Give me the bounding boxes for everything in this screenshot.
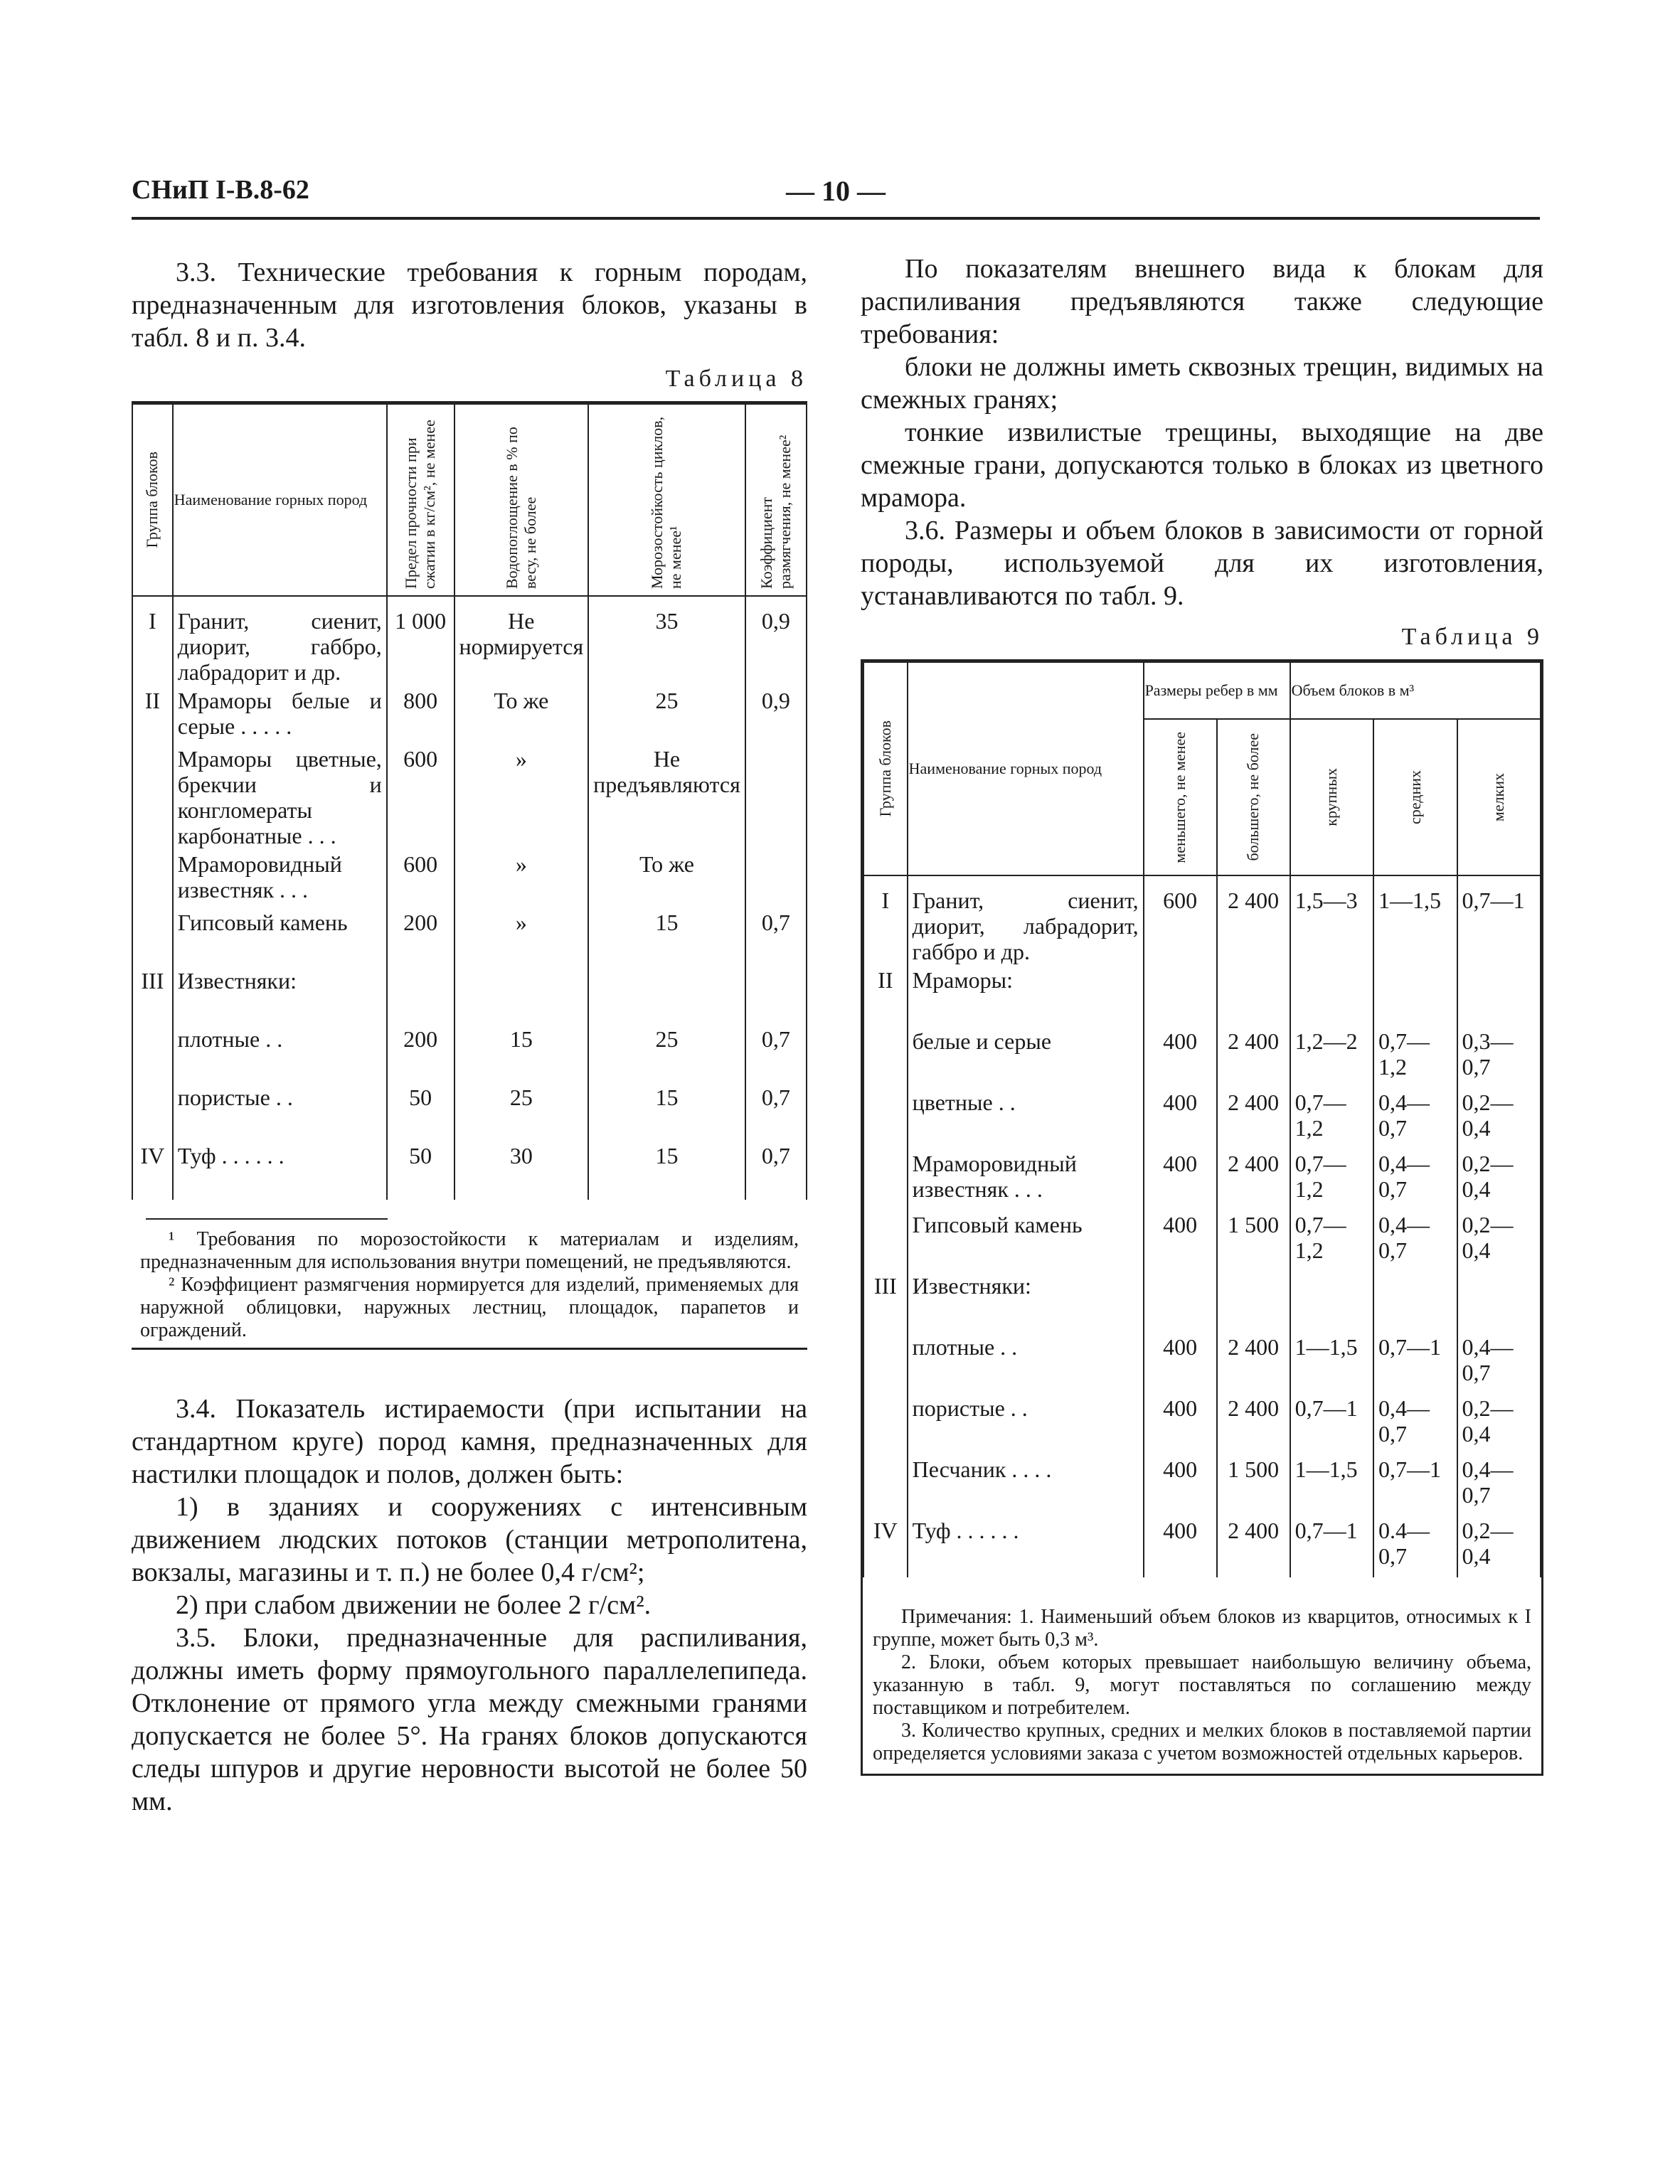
t9-header-min: меньшего, не менее <box>1171 731 1189 863</box>
table-cell: 30 <box>454 1141 589 1200</box>
t9-header-medium: средних <box>1405 770 1424 824</box>
table-row <box>132 596 807 686</box>
table-cell: 1 500 <box>1217 1455 1290 1516</box>
table-row <box>863 1210 1541 1272</box>
table-cell: пористые . . <box>908 1394 1144 1455</box>
table-cell <box>1290 966 1373 1027</box>
t8-header-water: Водопоглощение в % по весу, не более <box>502 427 539 589</box>
table-cell: 15 <box>588 1141 745 1200</box>
table-cell <box>1373 966 1457 1027</box>
table-cell <box>745 966 807 1025</box>
table-cell: Мраморовидный известняк . . . <box>908 1149 1144 1210</box>
table-9-frame <box>861 659 1543 1776</box>
t9-note-1: Примечания: 1. Наименьший объем блоков из кварцитов, относимых к I группе, может быть 0,3 м³. <box>873 1606 1531 1651</box>
table-cell: » <box>454 850 589 908</box>
table-cell: цветные . . <box>908 1088 1144 1149</box>
table-cell: 0,2—0,4 <box>1457 1394 1541 1455</box>
table-cell: Мраморы цветные, брекчии и конгломераты карбонатные . . . <box>173 745 387 850</box>
table-cell: 400 <box>1144 1333 1217 1394</box>
table-row <box>132 1083 807 1141</box>
table-row <box>132 686 807 745</box>
t8-header-softening: Коэффициент размягчения, не менее² <box>757 435 794 589</box>
paragraph-cracks-2: тонкие извилистые трещины, выходящие на две смежные грани, допускаются только в блоках из цветного мрамора. <box>861 417 1543 513</box>
t9-header-max: большего, не более <box>1244 733 1262 861</box>
t9-header-volume: Объем блоков в м³ <box>1290 662 1541 719</box>
table-cell: 2 400 <box>1217 1516 1290 1577</box>
table-8-footnotes <box>132 1228 807 1342</box>
table-cell: 1—1,5 <box>1290 1455 1373 1516</box>
table-cell: 400 <box>1144 1394 1217 1455</box>
table-cell: 400 <box>1144 1149 1217 1210</box>
table-cell <box>1217 1272 1290 1333</box>
table-cell: 0,7 <box>745 1141 807 1200</box>
table-cell: 600 <box>387 745 454 850</box>
table-cell: 35 <box>588 596 745 686</box>
table-cell <box>863 1394 908 1455</box>
table-cell: 0,2—0,4 <box>1457 1088 1541 1149</box>
table-cell: IV <box>863 1516 908 1577</box>
table-8-caption: Таблица 8 <box>665 366 807 392</box>
page-header <box>132 174 1540 220</box>
table-cell: 0,7—1 <box>1373 1333 1457 1394</box>
table-cell: III <box>863 1272 908 1333</box>
table-cell: IV <box>132 1141 173 1200</box>
table-cell: 2 400 <box>1217 1088 1290 1149</box>
table-cell <box>1144 966 1217 1027</box>
table-row <box>863 966 1541 1027</box>
table-cell: 1—1,5 <box>1373 875 1457 966</box>
table-row <box>132 908 807 966</box>
table-cell: 0,7—1,2 <box>1290 1149 1373 1210</box>
table-cell: 0.4—0,7 <box>1373 1516 1457 1577</box>
table-cell <box>132 908 173 966</box>
table-row <box>863 1455 1541 1516</box>
table-row <box>132 850 807 908</box>
table-cell: 50 <box>387 1083 454 1141</box>
table-cell: 0,4—0,7 <box>1373 1088 1457 1149</box>
table-row <box>863 1333 1541 1394</box>
table-cell: 0,4—0,7 <box>1457 1455 1541 1516</box>
t8-footnote-2: ² Коэффициент размягчения нормируется для изделий, применяемых для наружной облицовки, наружных лестниц, площадок, парапетов и ограждений. <box>140 1274 799 1341</box>
table-cell <box>863 1210 908 1272</box>
table-cell: 1,5—3 <box>1290 875 1373 966</box>
table-cell <box>863 1088 908 1149</box>
table-cell: 15 <box>454 1025 589 1083</box>
table-cell: пористые . . <box>173 1083 387 1141</box>
paragraph-3-6: 3.6. Размеры и объем блоков в зависимости от горной породы, используемой для их изготовления, устанавливаются по табл. 9. <box>861 516 1543 611</box>
table-cell: Мраморы белые и серые . . . . . <box>173 686 387 745</box>
table-cell: 600 <box>387 850 454 908</box>
paragraph-appearance: По показателям внешнего вида к блокам для распиливания предъявляются также следующие требования: <box>861 254 1543 349</box>
table-row <box>132 966 807 1025</box>
table-cell: 400 <box>1144 1210 1217 1272</box>
table-cell: Известняки: <box>173 966 387 1025</box>
table-cell <box>1144 1272 1217 1333</box>
table-cell: 15 <box>588 1083 745 1141</box>
table-cell: I <box>863 875 908 966</box>
table-cell: 0,9 <box>745 686 807 745</box>
left-column <box>132 256 807 1818</box>
table-9-body <box>863 875 1541 1577</box>
t9-header-small: мелких <box>1489 772 1508 822</box>
table-cell: 400 <box>1144 1516 1217 1577</box>
table-cell: 400 <box>1144 1455 1217 1516</box>
t9-header-large: крупных <box>1322 768 1341 826</box>
table-cell: 25 <box>454 1083 589 1141</box>
table-cell: Гипсовый камень <box>908 1210 1144 1272</box>
table-cell: 0,4—0,7 <box>1373 1394 1457 1455</box>
paragraph-3-4-item-1: 1) в зданиях и сооружениях с интенсивным движением людских потоков (станции метрополитена, вокзалы, магазины и т. п.) не более 0,4 г/см²; <box>132 1492 807 1587</box>
table-cell: 0,4—0,7 <box>1373 1149 1457 1210</box>
table-cell: II <box>863 966 908 1027</box>
table-8-body <box>132 596 807 1200</box>
table-cell: 50 <box>387 1141 454 1200</box>
table-cell <box>863 1027 908 1088</box>
table-8 <box>132 403 807 1200</box>
table-cell: 800 <box>387 686 454 745</box>
table-cell <box>1457 966 1541 1027</box>
table-cell: Гранит, сиенит, диорит, габбро, лабрадорит и др. <box>173 596 387 686</box>
table-cell: 200 <box>387 1025 454 1083</box>
table-cell <box>387 966 454 1025</box>
table-cell: 0,2—0,4 <box>1457 1149 1541 1210</box>
table-cell: I <box>132 596 173 686</box>
t9-note-2: 2. Блоки, объем которых превышает наибольшую величину объема, указанную в табл. 9, могут поставляться по соглашению между поставщиком и потребителем. <box>873 1651 1531 1719</box>
table-row <box>863 1272 1541 1333</box>
paragraph-3-3: 3.3. Технические требования к горным породам, предназначенным для изготовления блоков, указаны в табл. 8 и п. 3.4. <box>132 257 807 353</box>
table-9 <box>863 661 1541 1577</box>
table-row <box>863 1149 1541 1210</box>
table-cell: 0,7—1 <box>1373 1455 1457 1516</box>
table-9-caption: Таблица 9 <box>1401 624 1543 650</box>
t9-header-group: Группа блоков <box>876 720 894 817</box>
t9-note-3: 3. Количество крупных, средних и мелких блоков в поставляемой партии определяется условиями заказа с учетом возможностей отдельных карьеров. <box>873 1720 1531 1764</box>
table-9-notes <box>863 1577 1541 1765</box>
paragraph-3-4-item-2: 2) при слабом движении не более 2 г/см². <box>176 1590 652 1620</box>
right-column <box>861 252 1543 1776</box>
table-cell: » <box>454 908 589 966</box>
table-cell <box>1373 1272 1457 1333</box>
table-cell: 0,7—1,2 <box>1290 1210 1373 1272</box>
table-cell <box>863 1333 908 1394</box>
table-cell <box>454 966 589 1025</box>
table-cell: 25 <box>588 686 745 745</box>
table-cell: 2 400 <box>1217 1333 1290 1394</box>
table-cell: Известняки: <box>908 1272 1144 1333</box>
table-cell: 1—1,5 <box>1290 1333 1373 1394</box>
table-cell: 400 <box>1144 1027 1217 1088</box>
table-cell <box>132 745 173 850</box>
table-row <box>132 1025 807 1083</box>
table-cell: 0,2—0,4 <box>1457 1210 1541 1272</box>
table-cell <box>132 850 173 908</box>
table-cell: Мраморовидный известняк . . . <box>173 850 387 908</box>
table-cell: плотные . . <box>173 1025 387 1083</box>
t8-footnote-rule <box>146 1218 388 1220</box>
table-cell: 0,7—1 <box>1457 875 1541 966</box>
t9-header-edges: Размеры ребер в мм <box>1144 662 1290 719</box>
table-8-frame <box>132 401 807 1350</box>
document-code: СНиП I-В.8-62 <box>132 175 309 205</box>
table-cell: 200 <box>387 908 454 966</box>
table-cell <box>863 1455 908 1516</box>
t8-header-name: Наименование горных пород <box>173 404 387 596</box>
table-cell: То же <box>454 686 589 745</box>
table-cell <box>1290 1272 1373 1333</box>
table-cell: 2 400 <box>1217 1027 1290 1088</box>
table-cell: 2 400 <box>1217 875 1290 966</box>
t8-header-strength: Предел прочности при сжатии в кг/см², не менее <box>402 420 439 589</box>
table-cell: 0,7—1,2 <box>1373 1027 1457 1088</box>
table-cell <box>132 1025 173 1083</box>
t8-header-group: Группа блоков <box>143 452 161 548</box>
paragraph-cracks-1: блоки не должны иметь сквозных трещин, видимых на смежных гранях; <box>861 352 1543 415</box>
table-cell: Не нормируется <box>454 596 589 686</box>
table-cell: Не предъявляются <box>588 745 745 850</box>
table-cell: 2 400 <box>1217 1149 1290 1210</box>
table-cell: плотные . . <box>908 1333 1144 1394</box>
table-cell <box>1217 966 1290 1027</box>
table-row <box>863 1516 1541 1577</box>
table-cell <box>1457 1272 1541 1333</box>
table-cell: 0,2—0,4 <box>1457 1516 1541 1577</box>
table-cell: 0,7—1 <box>1290 1394 1373 1455</box>
table-cell: 0,7 <box>745 908 807 966</box>
t8-footnote-1: ¹ Требования по морозостойкости к материалам и изделиям, предназначенным для использования внутри помещений, не предъявляются. <box>140 1228 799 1273</box>
table-cell <box>132 1083 173 1141</box>
table-cell: То же <box>588 850 745 908</box>
table-row <box>863 1027 1541 1088</box>
table-row <box>132 745 807 850</box>
table-cell: 1 500 <box>1217 1210 1290 1272</box>
table-row <box>863 1394 1541 1455</box>
table-cell: 25 <box>588 1025 745 1083</box>
table-row <box>132 1141 807 1200</box>
paragraph-3-4: 3.4. Показатель истираемости (при испытании на стандартном круге) пород камня, предназначенных для настилки площадок и полов, должен быть: <box>132 1394 807 1489</box>
table-cell: 600 <box>1144 875 1217 966</box>
table-cell: » <box>454 745 589 850</box>
table-row <box>863 875 1541 966</box>
table-cell <box>745 745 807 850</box>
table-cell: 0,7 <box>745 1083 807 1141</box>
table-cell: III <box>132 966 173 1025</box>
table-cell: 15 <box>588 908 745 966</box>
page-number: — 10 — <box>786 175 886 207</box>
t8-header-frost: Морозостойкость циклов, не менее¹ <box>648 416 685 589</box>
table-cell: 0,4—0,7 <box>1373 1210 1457 1272</box>
table-cell: 0,7—1 <box>1290 1516 1373 1577</box>
table-cell: Туф . . . . . . <box>173 1141 387 1200</box>
table-cell: 0,9 <box>745 596 807 686</box>
table-cell: Гранит, сиенит, диорит, лабрадорит, габбро и др. <box>908 875 1144 966</box>
paragraph-3-5: 3.5. Блоки, предназначенные для распиливания, должны иметь форму прямоугольного параллелепипеда. Отклонение от прямого угла между смежными гранями допускается не более 5°. На гранях блоков допускаются следы шпуров и другие неровности высотой не более 50 мм. <box>132 1623 807 1816</box>
table-cell: 1,2—2 <box>1290 1027 1373 1088</box>
table-row <box>863 1088 1541 1149</box>
table-cell: 0,4—0,7 <box>1457 1333 1541 1394</box>
table-cell: 0,7 <box>745 1025 807 1083</box>
table-cell: Туф . . . . . . <box>908 1516 1144 1577</box>
table-cell <box>863 1149 908 1210</box>
table-cell: белые и серые <box>908 1027 1144 1088</box>
table-cell: 1 000 <box>387 596 454 686</box>
table-cell: 400 <box>1144 1088 1217 1149</box>
table-cell <box>745 850 807 908</box>
t9-header-name: Наименование горных пород <box>908 662 1144 875</box>
table-cell: II <box>132 686 173 745</box>
table-cell: 0,7—1,2 <box>1290 1088 1373 1149</box>
table-cell: Песчаник . . . . <box>908 1455 1144 1516</box>
table-cell <box>588 966 745 1025</box>
table-cell: Мраморы: <box>908 966 1144 1027</box>
table-cell: 2 400 <box>1217 1394 1290 1455</box>
table-cell: Гипсовый камень <box>173 908 387 966</box>
table-cell: 0,3—0,7 <box>1457 1027 1541 1088</box>
